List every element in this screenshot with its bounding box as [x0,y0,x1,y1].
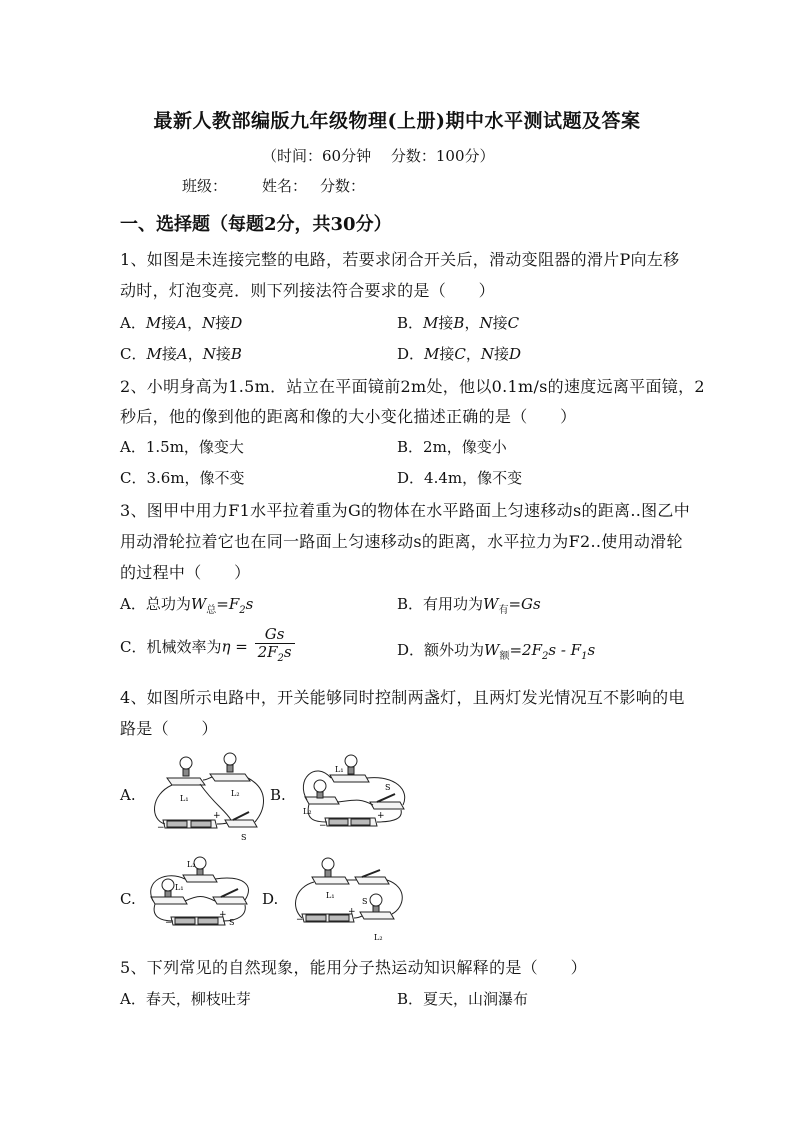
question-2-option-c: C．3.6m，像不变 [120,469,245,487]
page-title: 最新人教部编版九年级物理(上册)期中水平测试题及答案 [153,110,641,132]
question-3-option-c: C．机械效率为η = $\frac{Gs}{2F_2s}$ [120,626,295,667]
plus-sign: + [348,907,356,917]
switch-s-label: S [385,783,391,792]
switch-s-label: S [229,918,235,927]
question-3-line-3: 的过程中（ ） [120,563,251,582]
minus-sign: − [296,915,304,925]
question-4-line-2: 路是（ ） [120,719,218,738]
question-4-option-d-label: D. [262,890,279,908]
question-2-option-b: B．2m，像变小 [397,438,507,456]
question-1-line-2: 动时，灯泡变亮．则下列接法符合要求的是（ ） [120,281,495,300]
lamp-l1-label: L₁ [180,794,189,803]
question-4-line-1: 4、如图所示电路中，开关能够同时控制两盏灯，且两灯发光情况互不影响的电 [120,688,685,707]
question-1-option-c: C．M接A，N接B [120,345,242,363]
name-label: 姓名： [262,177,308,195]
plus-sign: + [377,811,385,821]
circuit-diagram-d [290,852,415,947]
minus-sign: − [157,823,165,833]
question-5-line-1: 5、下列常见的自然现象，能用分子热运动知识解释的是（ ） [120,958,587,977]
question-4-option-b-label: B. [270,786,286,804]
switch-s-label: S [241,833,247,842]
question-3-option-a: A．总功为$W_总=F_2s$ [120,595,254,616]
circuit-diagram-c [143,855,263,940]
lamp-l2-label: L₂ [303,807,312,816]
question-2-option-a: A．1.5m，像变大 [120,438,244,456]
plus-sign: + [213,811,221,821]
minus-sign: − [319,821,327,831]
lamp-l1-label: L₁ [335,765,344,774]
circuit-diagram-b [295,750,415,840]
question-2-option-d: D．4.4m，像不变 [397,469,523,487]
efficiency-fraction: $\frac{Gs}{2F_2s}$ [255,626,295,667]
lamp-l2-label: L₂ [231,789,240,798]
question-3-line-2: 用动滑轮拉着它也在同一路面上匀速移动s的距离，水平拉力为F2..使用动滑轮 [120,532,683,551]
question-3-option-b: B．有用功为$W_有=Gs$ [397,595,541,616]
lamp-l1-label: L₁ [326,891,335,900]
question-3-option-d: D．额外功为$W_额=2F_2s - F_1s$ [397,641,596,662]
question-2-line-1: 2、小明身高为1.5m．站立在平面镜前2m处，他以0.1m/s的速度远离平面镜，2 [120,377,705,396]
switch-s-label: S [362,897,368,906]
lamp-l2-label: L₂ [187,860,196,869]
lamp-l1-label: L₁ [175,883,184,892]
question-4-option-c-label: C. [120,890,136,908]
question-1-line-1: 1、如图是未连接完整的电路，若要求闭合开关后，滑动变阻器的滑片P向左移 [120,250,680,269]
question-2-line-2: 秒后，他的像到他的距离和像的大小变化描述正确的是（ ） [120,407,577,426]
class-label: 班级： [182,177,228,195]
question-3-line-1: 3、图甲中用力F1水平拉着重为G的物体在水平路面上匀速移动s的距离..图乙中 [120,501,691,520]
question-5-option-b: B．夏天，山涧瀑布 [397,990,529,1008]
score-label: 分数： [320,177,366,195]
question-1-option-a: A．M接A，N接D [120,314,243,332]
question-4-option-a-label: A. [120,786,136,804]
question-1-option-b: B．M接B，N接C [397,314,520,332]
question-5-option-a: A．春天，柳枝吐芽 [120,990,251,1008]
exam-time-score: （时间：60分钟 分数：100分） [262,147,495,165]
lamp-l2-label: L₂ [374,933,383,942]
question-1-option-d: D．M接C，N接D [397,345,522,363]
minus-sign: − [165,918,173,928]
section-heading: 一、选择题（每题2分，共30分） [120,214,392,235]
circuit-diagram-a [145,750,270,845]
plus-sign: + [219,910,227,920]
